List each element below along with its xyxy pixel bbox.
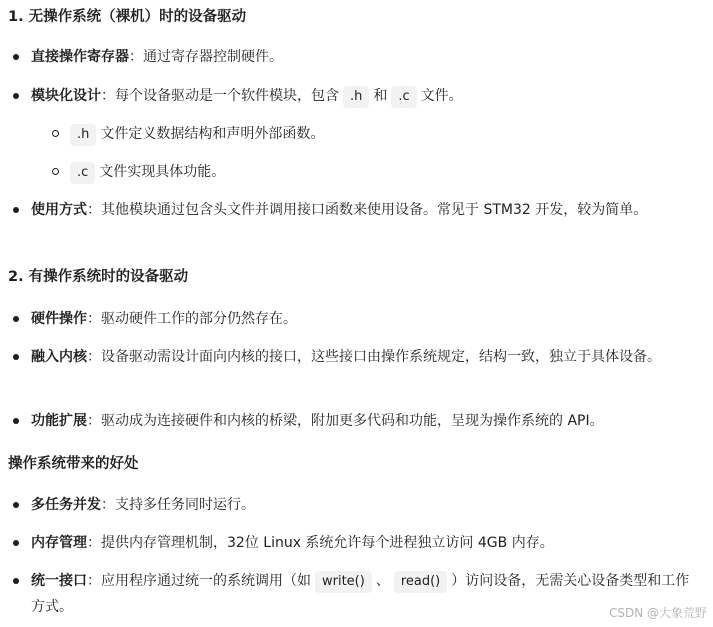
bullet-icon xyxy=(13,54,19,60)
watermark: CSDN @大象荒野 xyxy=(608,606,707,620)
inline-code: .c xyxy=(391,86,416,108)
hollow-bullet-icon xyxy=(52,168,59,175)
bullet-icon xyxy=(13,578,19,584)
item-text: ：驱动硬件工作的部分仍然存在。 xyxy=(87,311,297,327)
bullet-icon xyxy=(13,540,19,546)
section-3-title: 操作系统带来的好处 xyxy=(8,456,139,472)
item-text: ：驱动成为连接硬件和内核的桥梁，附加更多代码和功能，呈现为操作系统的 API。 xyxy=(87,413,604,429)
item-text: ：其他模块通过包含头文件并调用接口函数来使用设备。常见于 STM32 开发，较为简单。 xyxy=(87,202,648,218)
item-text: ：设备驱动需设计面向内核的接口，这些接口由操作系统规定，结构一致，独立于具体设备。 xyxy=(87,349,661,365)
item-text: ：提供内存管理机制，32位 Linux 系统允许每个进程独立访问 4GB 内存。 xyxy=(87,535,554,551)
inline-code: .c xyxy=(70,162,95,184)
hollow-bullet-icon xyxy=(52,130,59,137)
item-term: 模块化设计 xyxy=(31,88,101,104)
item-term: 硬件操作 xyxy=(31,311,87,327)
item-text: 文件。 xyxy=(420,88,463,104)
item-text: 文件定义数据结构和声明外部函数。 xyxy=(100,126,325,142)
bullet-icon xyxy=(13,93,19,99)
item-text: 文件实现具体功能。 xyxy=(99,164,226,180)
item-text: ：每个设备驱动是一个软件模块，包含 xyxy=(101,88,339,104)
item-term: 多任务并发 xyxy=(31,497,101,513)
item-term: 统一接口 xyxy=(31,573,87,589)
inline-code: read() xyxy=(394,571,447,593)
bullet-icon xyxy=(13,502,19,508)
item-text: 、 xyxy=(375,573,390,589)
bullet-icon xyxy=(13,354,19,360)
item-text: ）访问设备，无需关心设备类型和工作方式。 xyxy=(31,573,690,615)
sub-list-item xyxy=(70,159,690,185)
list-item xyxy=(31,44,703,70)
list-item xyxy=(31,197,703,223)
inline-code: .h xyxy=(343,86,369,108)
item-term: 内存管理 xyxy=(31,535,87,551)
item-term: 使用方式 xyxy=(31,202,87,218)
bullet-icon xyxy=(13,418,19,424)
list-item xyxy=(31,306,703,332)
item-text: 和 xyxy=(373,88,388,104)
section-1-title: 1. 无操作系统（裸机）时的设备驱动 xyxy=(8,9,247,25)
section-2-title: 2. 有操作系统时的设备驱动 xyxy=(8,269,189,285)
item-text: ：支持多任务同时运行。 xyxy=(101,497,255,513)
list-item xyxy=(31,492,703,518)
item-text: ：通过寄存器控制硬件。 xyxy=(129,49,283,65)
inline-code: write() xyxy=(315,571,372,593)
sub-list-item xyxy=(70,121,690,147)
item-text: ：应用程序通过统一的系统调用（如 xyxy=(87,573,311,589)
list-item xyxy=(31,83,703,109)
item-term: 直接操作寄存器 xyxy=(31,49,129,65)
inline-code: .h xyxy=(70,124,96,146)
bullet-icon xyxy=(13,207,19,213)
bullet-icon xyxy=(13,316,19,322)
item-term: 融入内核 xyxy=(31,349,87,365)
list-item xyxy=(31,344,703,370)
list-item xyxy=(31,408,703,434)
list-item xyxy=(31,568,703,620)
list-item xyxy=(31,530,703,556)
item-term: 功能扩展 xyxy=(31,413,87,429)
